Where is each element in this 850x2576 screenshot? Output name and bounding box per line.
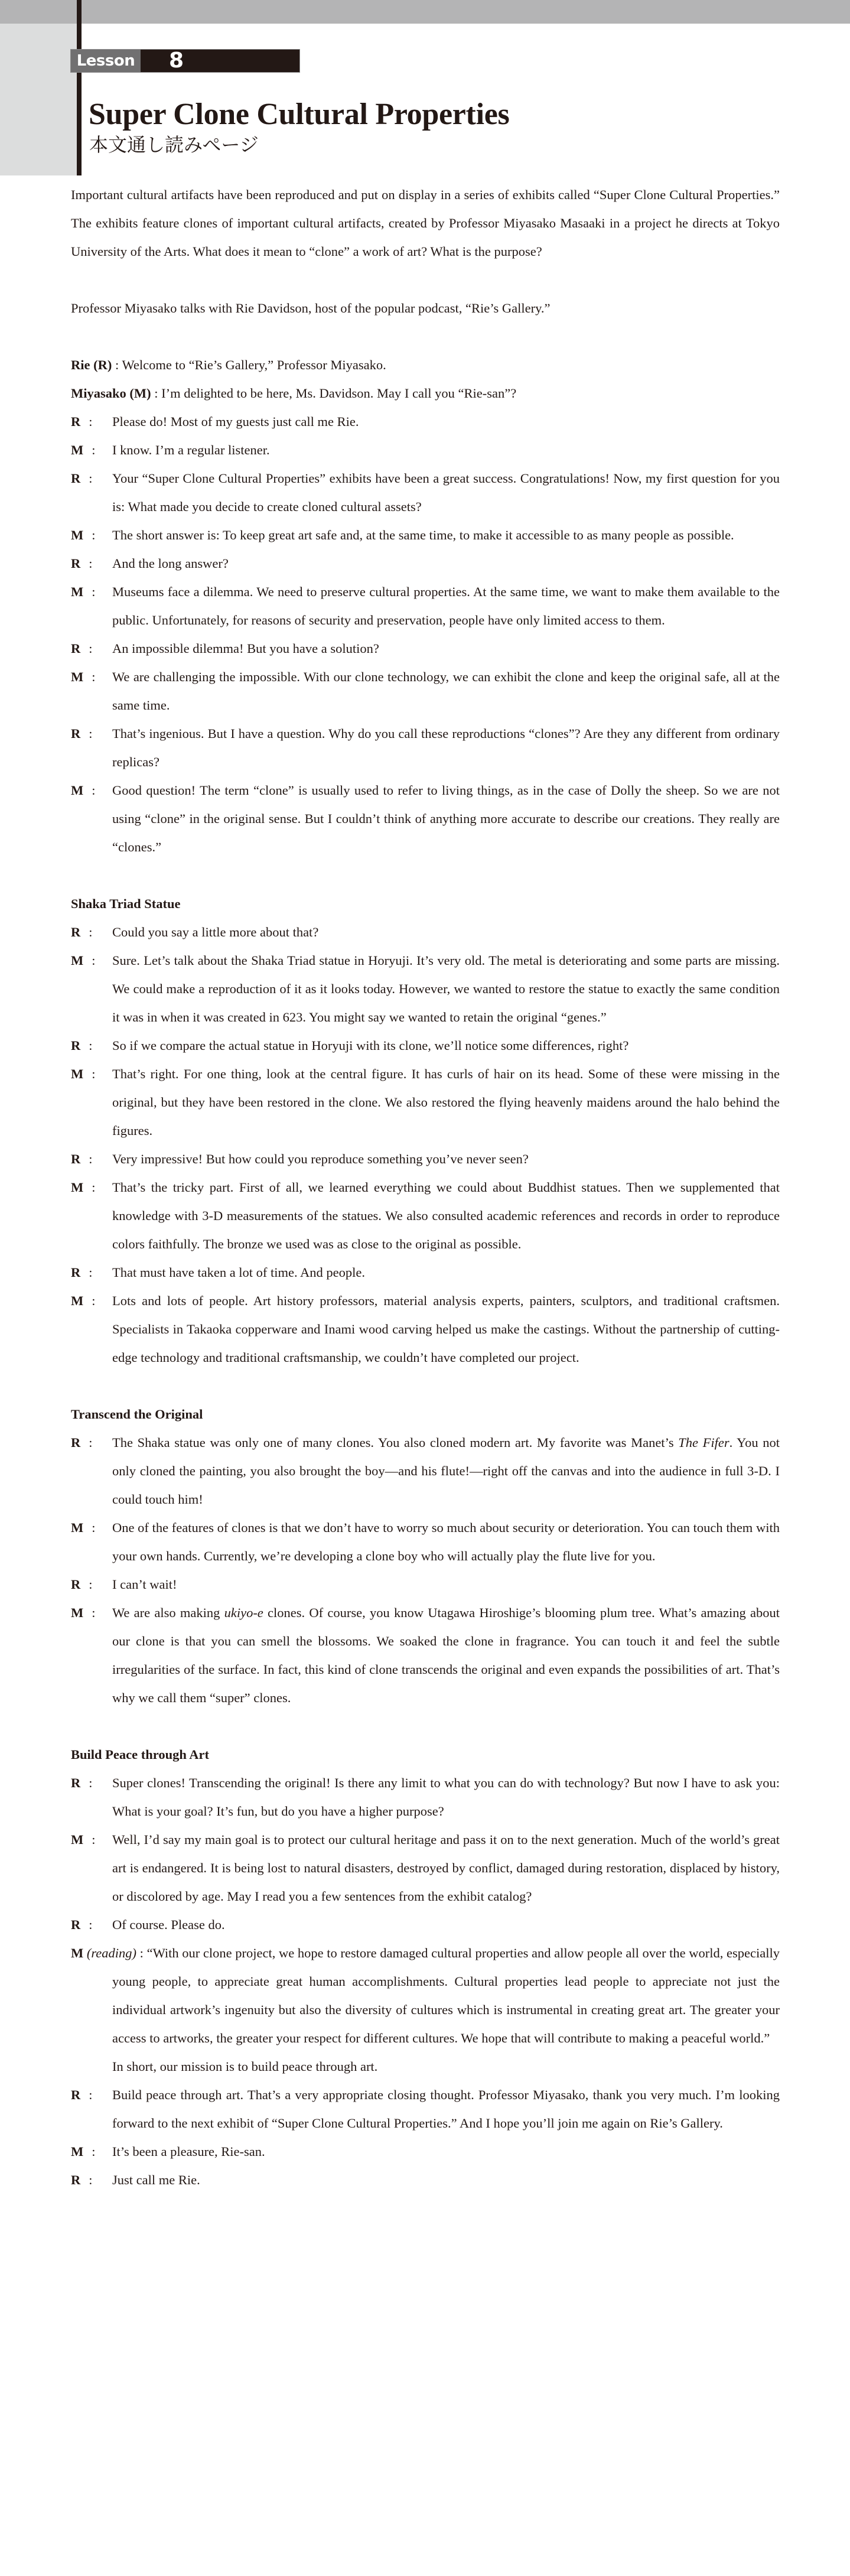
dialog-text: That’s right. For one thing, look at the central figure. It has curls of hair on its head. Some of these were missing in the original, but they have been restored in the clone. We also restored the flying heavenly maidens around the halo behind the figures. xyxy=(112,1066,780,1138)
spacer xyxy=(71,1712,780,1741)
speaker-label: Rie (R) xyxy=(71,357,112,372)
page-title: Super Clone Cultural Properties xyxy=(89,97,510,131)
dialog-text: I know. I’m a regular listener. xyxy=(112,443,270,457)
dialog-turn xyxy=(71,2081,780,2138)
dialog-sections xyxy=(71,408,780,1939)
left-panel xyxy=(0,24,77,175)
spacer xyxy=(71,266,780,294)
dialog-text: Well, I’d say my main goal is to protect our cultural heritage and pass it on to the next generation. Much of the world’s great art is endangered. It is being lost to natural disasters, destroyed by conflict, damaged during restoration, displaced by history, or discolored by age. May I read you a few sentences from the exhibit catalog? xyxy=(112,1832,780,1904)
dialog-turn xyxy=(71,2166,780,2194)
dialog-turn: Rie (R) : Welcome to “Rie’s Gallery,” Professor Miyasako. xyxy=(71,357,386,372)
speaker-label: R : xyxy=(71,1917,93,1932)
speaker-label: R : xyxy=(71,556,93,571)
dialog-turn xyxy=(71,1145,780,1173)
dialog-turn xyxy=(71,720,780,776)
reading-follow-up: In short, our mission is to build peace through art. xyxy=(112,2059,378,2074)
dialog-text: Super clones! Transcending the original! Is there any limit to what you can do with technology? But now I have to ask you: What is your goal? It’s fun, but do you have a higher purpose? xyxy=(112,1775,780,1819)
dialog-turn: Miyasako (M) : I’m delighted to be here, Ms. Davidson. May I call you “Rie-san”? xyxy=(71,386,517,401)
speaker-label: R : xyxy=(71,2087,93,2102)
dialog-turn xyxy=(71,635,780,663)
dialog-turn xyxy=(71,578,780,635)
spacer xyxy=(71,861,780,890)
speaker-label: R : xyxy=(71,1577,93,1592)
dialog-text: Build peace through art. That’s a very appropriate closing thought. Professor Miyasako, thank you very much. I’m looking forward to the next exhibit of “Super Clone Cultural Properties.” And I hope you’ll join me again on Rie’s Gallery. xyxy=(112,2087,780,2131)
dialog-text: That’s the tricky part. First of all, we learned everything we could about Buddhist statues. Then we supplemented that knowledge with 3-D measurements of the statues. We also consulted academic references and records in order to reproduce colors faithfully. The bronze we used was as close to the original as possible. xyxy=(112,1180,780,1251)
lesson-label: Lesson xyxy=(71,50,141,72)
speaker-label: M : xyxy=(71,669,96,684)
dialog-turn xyxy=(71,1769,780,1826)
speaker-label: R : xyxy=(71,1435,93,1450)
section-heading: Transcend the Original xyxy=(71,1407,203,1422)
speaker-label: R : xyxy=(71,726,93,741)
dialog-text: We are also making ukiyo-e clones. Of course, you know Utagawa Hiroshige’s blooming plum tree. What’s amazing about our clone is that you can smell the blossoms. We soaked the clone in fragrance. You can touch it and feel the subtle irregularities of the surface. In fact, this kind of clone transcends the original and even expands the possibilities of art. That’s why we call them “super” clones. xyxy=(112,1605,780,1705)
speaker-label: M : xyxy=(71,1066,96,1081)
dialog-turn xyxy=(71,549,780,578)
dialog-text: Museums face a dilemma. We need to preserve cultural properties. At the same time, we want to make them available to the public. Unfortunately, for reasons of security and preservation, people have only limited access to them. xyxy=(112,584,780,627)
dialog-turn xyxy=(71,2138,780,2166)
catalog-quote-first: “With our clone project, we hope to restore damaged cultural properties and allow people all over the world, especially young people, to appreciate great human accomplishments. Cultural properties lead people to appreciate not just the individual artwork’s ingenuity but also the diversity of cultures which is instrumental in creating great art. The greater your access to artworks, the greater your respect for different cultures. We hope that will contribute to making a peaceful world.” xyxy=(112,1946,780,2045)
speaker-label: M : xyxy=(71,1520,96,1535)
lesson-number: 8 xyxy=(169,48,184,73)
speaker-label: Miyasako (M) xyxy=(71,386,151,401)
speaker-label: M : xyxy=(71,2144,96,2159)
speaker-note: (reading) xyxy=(86,1946,137,1960)
dialog-text: Welcome to “Rie’s Gallery,” Professor Miyasako. xyxy=(122,357,386,372)
dialog-text: We are challenging the impossible. With our clone technology, we can exhibit the clone and keep the original safe, all at the same time. xyxy=(112,669,780,713)
dialog-turn xyxy=(71,464,780,521)
dialog-turn xyxy=(71,436,780,464)
spacer xyxy=(71,323,780,351)
dialog-text: And the long answer? xyxy=(112,556,229,571)
dialog-turn xyxy=(71,1173,780,1258)
dialog-turn xyxy=(71,1826,780,1911)
speaker-label: M : xyxy=(71,1605,96,1620)
speaker-label: R : xyxy=(71,641,93,656)
dialog-text: Very impressive! But how could you reproduce something you’ve never seen? xyxy=(112,1152,529,1166)
dialog-turn xyxy=(71,1429,780,1514)
speaker-label: M : xyxy=(71,1180,96,1195)
dialog-text: The Shaka statue was only one of many clones. You also cloned modern art. My favorite was Manet’s The Fifer. You not only cloned the painting, you also brought the boy—and his flute!—right off the canvas and into the audience in full 3-D. I could touch him! xyxy=(112,1435,780,1507)
speaker-label: M : xyxy=(71,1832,96,1847)
intro-paragraph: Important cultural artifacts have been reproduced and put on display in a series of exhibits called “Super Clone Cultural Properties.” The exhibits feature clones of important cultural artifacts, created by Professor Miyasako Masaaki in a project he directs at Tokyo University of the Arts. What does it mean to “clone” a work of art? What is the purpose? xyxy=(71,187,780,259)
intro-paragraph: Professor Miyasako talks with Rie Davidson, host of the popular podcast, “Rie’s Gallery.” xyxy=(71,301,551,316)
speaker-label: M : xyxy=(71,953,96,968)
spacer xyxy=(71,1372,780,1400)
vertical-bar xyxy=(77,0,82,175)
speaker-label: R : xyxy=(71,1265,93,1280)
dialog-turn xyxy=(71,1599,780,1712)
speaker-label: R : xyxy=(71,925,93,939)
speaker-label: R : xyxy=(71,1775,93,1790)
dialog-text: Please do! Most of my guests just call me Rie. xyxy=(112,414,359,429)
section-heading: Shaka Triad Statue xyxy=(71,896,181,911)
dialog-text: Good question! The term “clone” is usually used to refer to living things, as in the case of Dolly the sheep. So we are not using “clone” in the original sense. But I couldn’t think of anything more accurate to describe our creations. They really are “clones.” xyxy=(112,783,780,854)
speaker-label: R : xyxy=(71,414,93,429)
dialog-text: Lots and lots of people. Art history professors, material analysis experts, painters, sculptors, and traditional craftsmen. Specialists in Takaoka copperware and Inami wood carving helped us make the castings. Without the partnership of cutting-edge technology and traditional craftsmanship, we couldn’t have completed our project. xyxy=(112,1293,780,1365)
dialog-text: That must have taken a lot of time. And people. xyxy=(112,1265,366,1280)
speaker-label: M : xyxy=(71,443,96,457)
dialog-turn-reading xyxy=(71,1939,780,2053)
dialog-text: An impossible dilemma! But you have a solution? xyxy=(112,641,379,656)
dialog-turn xyxy=(71,1060,780,1145)
dialog-text: So if we compare the actual statue in Horyuji with its clone, we’ll notice some differences, right? xyxy=(112,1038,629,1053)
dialog-text: Just call me Rie. xyxy=(112,2172,200,2187)
dialog-turn xyxy=(71,947,780,1032)
section-heading: Build Peace through Art xyxy=(71,1747,209,1762)
closing-dialog xyxy=(71,2081,780,2194)
top-band xyxy=(0,0,850,24)
dialog-text: The short answer is: To keep great art safe and, at the same time, to make it accessible to as many people as possible. xyxy=(112,528,734,542)
dialog-turn xyxy=(71,521,780,549)
dialog-turn xyxy=(71,1258,780,1287)
lesson-badge xyxy=(70,49,300,73)
dialog-turn xyxy=(71,663,780,720)
speaker-label: R : xyxy=(71,2172,93,2187)
dialog-turn xyxy=(71,1032,780,1060)
dialog-text: I’m delighted to be here, Ms. Davidson. May I call you “Rie-san”? xyxy=(161,386,517,401)
dialog-text: Sure. Let’s talk about the Shaka Triad statue in Horyuji. It’s very old. The metal is deteriorating and some parts are missing. We could make a reproduction of it as it looks today. However, we wanted to restore the statue to exactly the same condition it was in when it was created in 623. You might say we wanted to retain the original “genes.” xyxy=(112,953,780,1024)
speaker-label: R : xyxy=(71,471,93,486)
dialog-text: Your “Super Clone Cultural Properties” exhibits have been a great success. Congratulations! Now, my first question for you is: What made you decide to create cloned cultural assets? xyxy=(112,471,780,514)
speaker-label: M xyxy=(71,1946,84,1960)
speaker-label: R : xyxy=(71,1152,93,1166)
speaker-label: R : xyxy=(71,1038,93,1053)
dialog-text: M (reading) : “With our clone project, we hope to restore damaged cultural properties and allow people all over the world, especially young people, to appreciate great human accomplishments. Cultural properties lead people to appreciate not just the individual artwork’s ingenuity but also the diversity of cultures which is instrumental in creating great art. The greater your access to artworks, the greater your respect for different cultures. We hope that will contribute to making a peaceful world.” xyxy=(71,1946,780,2045)
dialog-turn xyxy=(71,776,780,861)
dialog-text: Could you say a little more about that? xyxy=(112,925,319,939)
speaker-label: M : xyxy=(71,528,96,542)
dialog-turn xyxy=(71,918,780,947)
dialog-turn xyxy=(71,1287,780,1372)
dialog-turn xyxy=(71,408,780,436)
dialog-text: It’s been a pleasure, Rie-san. xyxy=(112,2144,265,2159)
speaker-label: M : xyxy=(71,584,96,599)
speaker-label: M : xyxy=(71,783,96,798)
article-body xyxy=(71,181,780,2194)
dialog-turn xyxy=(71,1911,780,1939)
dialog-text: That’s ingenious. But I have a question. Why do you call these reproductions “clones”? Are they any different from ordinary replicas? xyxy=(112,726,780,769)
page-subtitle: 本文通し読みページ xyxy=(89,134,259,156)
dialog-turn xyxy=(71,1514,780,1570)
dialog-turn xyxy=(71,1570,780,1599)
speaker-label: M : xyxy=(71,1293,96,1308)
dialog-text: I can’t wait! xyxy=(112,1577,177,1592)
dialog-text: Of course. Please do. xyxy=(112,1917,225,1932)
dialog-text: One of the features of clones is that we don’t have to worry so much about security or deterioration. You can touch them with your own hands. Currently, we’re developing a clone boy who will actually play the flute live for you. xyxy=(112,1520,780,1563)
